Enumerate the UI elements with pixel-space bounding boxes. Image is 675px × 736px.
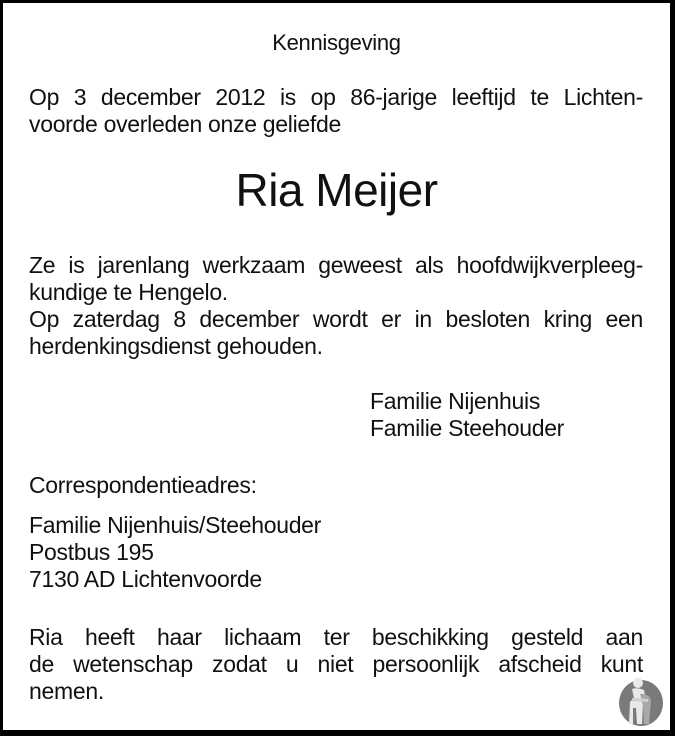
body-line: herdenkingsdienst gehouden. bbox=[29, 333, 323, 359]
address-line: 7130 AD Lichtenvoorde bbox=[29, 566, 262, 592]
correspondence-label: Correspondentieadres: bbox=[29, 472, 257, 498]
closing-line: Ria heeft haar lichaam ter beschikking gesteld aan bbox=[29, 624, 643, 650]
body-line: kundige te Hengelo. bbox=[29, 279, 228, 305]
address-line: Familie Nijenhuis/Steehouder bbox=[29, 512, 322, 538]
closing-line: nemen. bbox=[29, 678, 104, 704]
deceased-name: Ria Meijer bbox=[235, 164, 438, 216]
obituary-notice bbox=[3, 3, 670, 730]
intro-line: voorde overleden onze geliefde bbox=[29, 111, 341, 137]
intro-line: Op 3 december 2012 is op 86-jarige leeftijd te Lichten- bbox=[29, 84, 643, 110]
notice-heading: Kennisgeving bbox=[272, 30, 401, 55]
address-line: Postbus 195 bbox=[29, 539, 154, 565]
body-line: Ze is jarenlang werkzaam geweest als hoofdwijkverpleeg- bbox=[29, 252, 643, 278]
body-line: Op zaterdag 8 december wordt er in besloten kring een bbox=[29, 306, 643, 332]
embracing-figures-icon bbox=[618, 676, 664, 726]
signatory: Familie Nijenhuis bbox=[370, 388, 541, 414]
closing-line: de wetenschap zodat u niet persoonlijk afscheid kunt bbox=[29, 651, 643, 677]
signatory: Familie Steehouder bbox=[370, 415, 565, 441]
